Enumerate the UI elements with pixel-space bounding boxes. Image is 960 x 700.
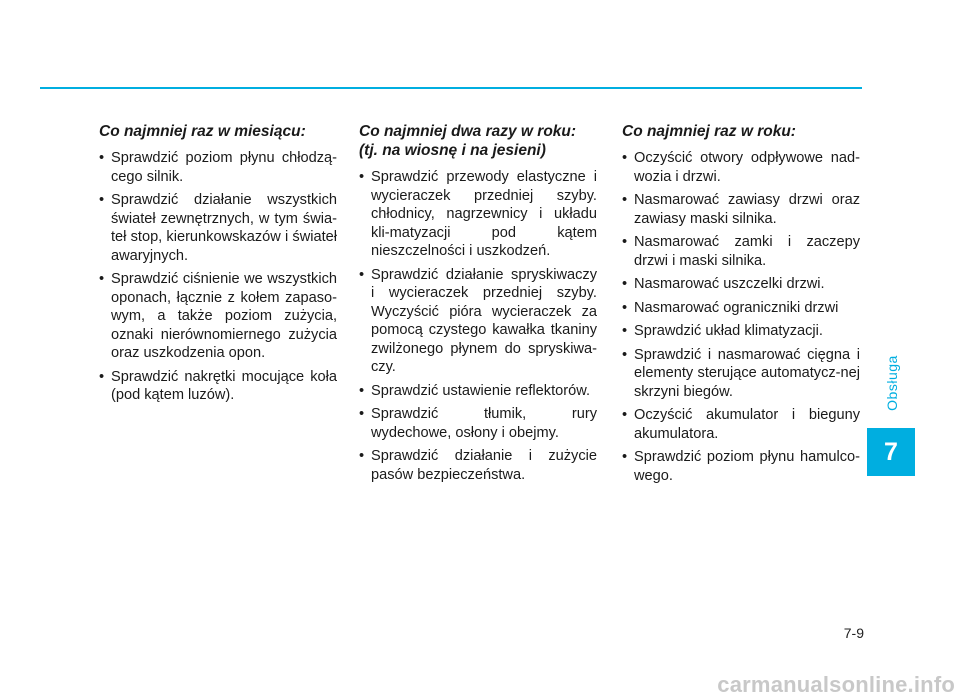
list-item: • Nasmarować zamki i zaczepy drzwi i maski silnika.	[622, 233, 860, 270]
monthly-checks-column	[99, 122, 337, 410]
page-number: 7-9	[843, 625, 864, 641]
watermark: carmanualsonline.info	[717, 672, 955, 697]
list-item: • Nasmarować uszczelki drzwi.	[622, 275, 860, 294]
list-item: • Sprawdzić działanie wszystkich świateł zewnętrznych, w tym świa-teł stop, kierunkowskazów i świateł awaryjnych.	[99, 191, 337, 265]
annual-checks-list	[622, 149, 860, 485]
annual-checks-heading: Co najmniej raz w roku:	[622, 123, 796, 140]
list-item: • Oczyścić akumulator i bieguny akumulatora.	[622, 406, 860, 443]
list-item: • Sprawdzić ciśnienie we wszystkich oponach, łącznie z kołem zapaso-wym, a także poziom zużycia, oznaki nierównomiernego zużycia oraz uszkodzenia opon.	[99, 270, 337, 363]
semiannual-checks-heading: Co najmniej dwa razy w roku: (tj. na wiosnę i na jesieni)	[359, 123, 577, 159]
monthly-checks-list	[99, 149, 337, 405]
monthly-checks-heading: Co najmniej raz w miesiącu:	[99, 123, 306, 140]
list-item: • Sprawdzić tłumik, rury wydechowe, osłony i obejmy.	[359, 405, 597, 442]
list-item: • Oczyścić otwory odpływowe nad-wozia i drzwi.	[622, 149, 860, 186]
list-item: • Sprawdzić ustawienie reflektorów.	[359, 382, 597, 401]
list-item: • Nasmarować zawiasy drzwi oraz zawiasy maski silnika.	[622, 191, 860, 228]
section-tab-label: Obsługa	[884, 355, 900, 411]
semiannual-checks-list	[359, 168, 597, 484]
list-item: • Sprawdzić działanie spryskiwaczy i wycieraczek przedniej szyby. Wyczyścić pióra wycieraczek za pomocą czystego kawałka tkaniny zwilżonego płynem do spryskiwa-czy.	[359, 266, 597, 377]
list-item: • Sprawdzić układ klimatyzacji.	[622, 322, 860, 341]
list-item: • Sprawdzić przewody elastyczne i wycieraczek przedniej szyby. chłodnicy, nagrzewnicy i układu kli-matyzacji pod kątem nieszczelności i uszkodzeń.	[359, 168, 597, 261]
semiannual-checks-column	[359, 122, 597, 489]
list-item: • Sprawdzić nakrętki mocujące koła (pod kątem luzów).	[99, 368, 337, 405]
chapter-number-badge: 7	[867, 428, 915, 476]
list-item: • Sprawdzić poziom płynu chłodzą-cego silnik.	[99, 149, 337, 186]
list-item: • Nasmarować ograniczniki drzwi	[622, 299, 860, 318]
list-item: • Sprawdzić poziom płynu hamulco-wego.	[622, 448, 860, 485]
header-divider	[40, 87, 862, 89]
annual-checks-column	[622, 122, 860, 490]
list-item: • Sprawdzić i nasmarować cięgna i elementy sterujące automatycz-nej skrzyni biegów.	[622, 346, 860, 402]
list-item: • Sprawdzić działanie i zużycie pasów bezpieczeństwa.	[359, 447, 597, 484]
